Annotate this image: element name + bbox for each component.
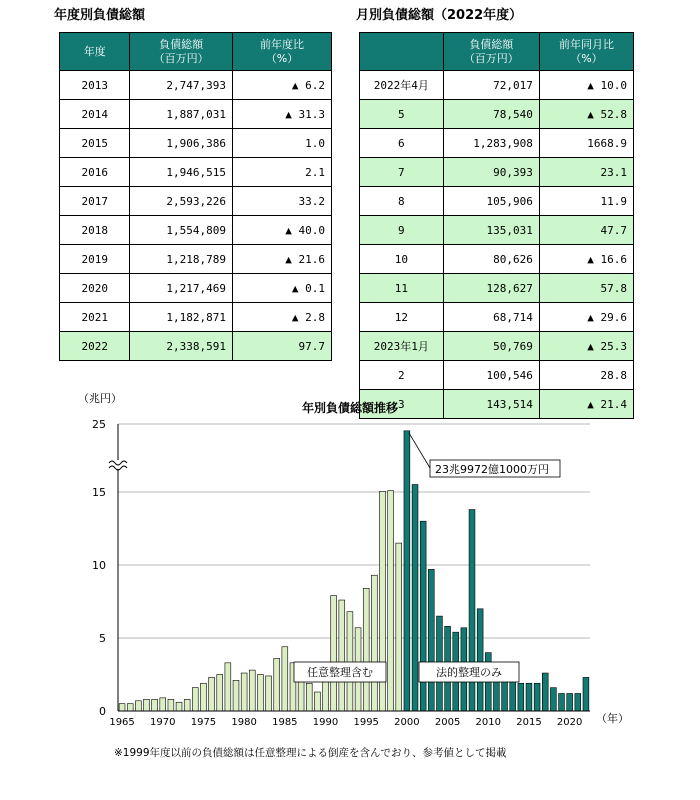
x-tick-label: 2010 bbox=[475, 717, 502, 728]
annual-change-cell: 1.0 bbox=[232, 129, 331, 158]
bar bbox=[144, 699, 150, 711]
bar bbox=[396, 543, 402, 711]
monthly-total-cell: 128,627 bbox=[443, 274, 539, 303]
bar bbox=[363, 588, 369, 711]
annual-year-cell: 2014 bbox=[60, 100, 130, 129]
bar bbox=[583, 677, 589, 711]
annual-total-cell: 2,338,591 bbox=[130, 332, 233, 361]
monthly-row bbox=[360, 129, 634, 158]
bar bbox=[241, 673, 247, 711]
monthly-row bbox=[360, 274, 634, 303]
monthly-total-cell: 78,540 bbox=[443, 100, 539, 129]
monthly-change-cell: 11.9 bbox=[539, 187, 633, 216]
monthly-row bbox=[360, 216, 634, 245]
bar bbox=[331, 596, 337, 711]
annual-row bbox=[60, 187, 332, 216]
y-tick-label: 15 bbox=[92, 486, 106, 499]
monthly-row bbox=[360, 303, 634, 332]
monthly-month-cell: 11 bbox=[360, 274, 444, 303]
bar bbox=[119, 704, 125, 711]
bar bbox=[534, 683, 540, 711]
bar bbox=[575, 693, 581, 711]
annual-change-cell: ▲ 40.0 bbox=[232, 216, 331, 245]
series-label: 法的整理のみ bbox=[436, 666, 502, 679]
x-tick-label: 1970 bbox=[150, 717, 176, 728]
bar bbox=[192, 688, 198, 711]
x-axis-label: （年） bbox=[596, 712, 629, 725]
x-tick-label: 1975 bbox=[190, 717, 217, 728]
monthly-change-cell: ▲ 52.8 bbox=[539, 100, 633, 129]
y-tick-label: 0 bbox=[99, 705, 106, 718]
annual-year-cell: 2015 bbox=[60, 129, 130, 158]
monthly-row bbox=[360, 158, 634, 187]
annual-year-cell: 2020 bbox=[60, 274, 130, 303]
monthly-row bbox=[360, 361, 634, 390]
monthly-change-cell: 28.8 bbox=[539, 361, 633, 390]
bar bbox=[306, 683, 312, 711]
annual-change-cell: 97.7 bbox=[232, 332, 331, 361]
x-tick-label: 2000 bbox=[394, 717, 420, 728]
monthly-total-cell: 72,017 bbox=[443, 71, 539, 100]
monthly-month-cell: 10 bbox=[360, 245, 444, 274]
monthly-total-cell: 90,393 bbox=[443, 158, 539, 187]
monthly-month-cell: 5 bbox=[360, 100, 444, 129]
annual-header-change: 前年度比 （%） bbox=[232, 33, 331, 71]
bar bbox=[274, 658, 280, 711]
bar bbox=[168, 699, 174, 711]
monthly-change-cell: 47.7 bbox=[539, 216, 633, 245]
y-axis-label: （兆円） bbox=[78, 392, 122, 405]
monthly-month-cell: 2 bbox=[360, 361, 444, 390]
x-tick-label: 1985 bbox=[272, 717, 298, 728]
annual-row bbox=[60, 274, 332, 303]
bar bbox=[339, 600, 345, 711]
annual-total-cell: 1,218,789 bbox=[130, 245, 233, 274]
monthly-month-cell: 9 bbox=[360, 216, 444, 245]
annual-total-cell: 1,946,515 bbox=[130, 158, 233, 187]
annual-row bbox=[60, 100, 332, 129]
bar bbox=[160, 698, 166, 711]
bar bbox=[257, 675, 263, 712]
bar bbox=[550, 688, 556, 711]
monthly-total-cell: 68,714 bbox=[443, 303, 539, 332]
annual-table-title: 年度別負債総額 bbox=[54, 8, 146, 23]
monthly-month-cell: 2023年1月 bbox=[360, 332, 444, 361]
annual-header-total: 負債総額 （百万円） bbox=[130, 33, 233, 71]
bar bbox=[559, 693, 565, 711]
monthly-change-cell: ▲ 29.6 bbox=[539, 303, 633, 332]
y-tick-label: 5 bbox=[99, 632, 106, 645]
monthly-month-cell: 7 bbox=[360, 158, 444, 187]
bar bbox=[388, 491, 394, 711]
bar bbox=[249, 670, 255, 711]
annual-change-cell: 2.1 bbox=[232, 158, 331, 187]
bar bbox=[567, 693, 573, 711]
bar bbox=[266, 676, 272, 711]
monthly-change-cell: ▲ 21.4 bbox=[539, 390, 633, 419]
monthly-total-cell: 135,031 bbox=[443, 216, 539, 245]
annotation-leader bbox=[409, 433, 430, 468]
monthly-row bbox=[360, 187, 634, 216]
monthly-change-cell: 1668.9 bbox=[539, 129, 633, 158]
monthly-row bbox=[360, 71, 634, 100]
bar bbox=[371, 575, 377, 711]
annual-change-cell: ▲ 31.3 bbox=[232, 100, 331, 129]
bar bbox=[298, 682, 304, 711]
bar bbox=[282, 647, 288, 711]
bar bbox=[314, 692, 320, 711]
monthly-row bbox=[360, 332, 634, 361]
bar bbox=[127, 704, 133, 711]
annual-row bbox=[60, 303, 332, 332]
monthly-total-cell: 80,626 bbox=[443, 245, 539, 274]
bar bbox=[526, 683, 532, 711]
series-label: 任意整理含む bbox=[307, 666, 373, 679]
bar bbox=[502, 677, 508, 711]
chart-title: 年別負債総額推移 bbox=[301, 401, 399, 415]
monthly-month-cell: 2022年4月 bbox=[360, 71, 444, 100]
annual-total-cell: 1,887,031 bbox=[130, 100, 233, 129]
x-tick-label: 1995 bbox=[353, 717, 379, 728]
annotation-text: 23兆9972億1000万円 bbox=[435, 463, 549, 476]
x-tick-label: 2005 bbox=[434, 717, 461, 728]
monthly-total-cell: 143,514 bbox=[443, 390, 539, 419]
annual-year-cell: 2022 bbox=[60, 332, 130, 361]
annual-table bbox=[59, 32, 332, 361]
annual-row bbox=[60, 158, 332, 187]
monthly-row bbox=[360, 245, 634, 274]
monthly-change-cell: ▲ 10.0 bbox=[539, 71, 633, 100]
monthly-total-cell: 100,546 bbox=[443, 361, 539, 390]
monthly-change-cell: 57.8 bbox=[539, 274, 633, 303]
annual-row bbox=[60, 245, 332, 274]
monthly-month-cell: 3 bbox=[360, 390, 444, 419]
bar bbox=[420, 521, 426, 711]
bar bbox=[477, 609, 483, 711]
bar bbox=[428, 569, 434, 711]
monthly-table bbox=[359, 32, 634, 419]
annual-total-cell: 2,747,393 bbox=[130, 71, 233, 100]
annual-total-cell: 1,217,469 bbox=[130, 274, 233, 303]
x-tick-label: 1980 bbox=[231, 717, 257, 728]
x-tick-label: 1990 bbox=[312, 717, 339, 728]
monthly-total-cell: 105,906 bbox=[443, 187, 539, 216]
annual-year-cell: 2016 bbox=[60, 158, 130, 187]
monthly-month-cell: 6 bbox=[360, 129, 444, 158]
annual-total-cell: 2,593,226 bbox=[130, 187, 233, 216]
bar bbox=[233, 680, 239, 711]
annual-row bbox=[60, 332, 332, 361]
annual-year-cell: 2019 bbox=[60, 245, 130, 274]
annual-row bbox=[60, 129, 332, 158]
annual-change-cell: 33.2 bbox=[232, 187, 331, 216]
monthly-change-cell: ▲ 25.3 bbox=[539, 332, 633, 361]
annual-change-cell: ▲ 2.8 bbox=[232, 303, 331, 332]
annual-year-cell: 2018 bbox=[60, 216, 130, 245]
monthly-row bbox=[360, 100, 634, 129]
bar bbox=[347, 612, 353, 711]
annual-year-cell: 2013 bbox=[60, 71, 130, 100]
monthly-header-month bbox=[360, 33, 444, 71]
annual-change-cell: ▲ 6.2 bbox=[232, 71, 331, 100]
bar bbox=[542, 673, 548, 711]
annual-year-cell: 2017 bbox=[60, 187, 130, 216]
monthly-change-cell: 23.1 bbox=[539, 158, 633, 187]
x-tick-label: 2015 bbox=[516, 717, 542, 728]
bar bbox=[217, 675, 223, 712]
bar bbox=[176, 702, 182, 711]
bar bbox=[152, 699, 158, 711]
monthly-total-cell: 50,769 bbox=[443, 332, 539, 361]
monthly-table-title: 月別負債総額（2022年度） bbox=[356, 8, 523, 23]
y-tick-label: 10 bbox=[92, 559, 106, 572]
x-tick-label: 2020 bbox=[556, 717, 583, 728]
bar bbox=[184, 699, 190, 711]
bar bbox=[518, 683, 524, 711]
x-tick-label: 1965 bbox=[109, 717, 135, 728]
annual-year-cell: 2021 bbox=[60, 303, 130, 332]
annual-total-cell: 1,182,871 bbox=[130, 303, 233, 332]
bar bbox=[135, 701, 141, 711]
bar bbox=[225, 663, 231, 711]
annual-total-cell: 1,554,809 bbox=[130, 216, 233, 245]
monthly-header-total: 負債総額 （百万円） bbox=[443, 33, 539, 71]
annual-row bbox=[60, 71, 332, 100]
bar bbox=[323, 682, 329, 711]
bar bbox=[412, 485, 418, 711]
bar bbox=[404, 431, 410, 711]
annual-change-cell: ▲ 0.1 bbox=[232, 274, 331, 303]
monthly-total-cell: 1,283,908 bbox=[443, 129, 539, 158]
chart-footnote: ※1999年度以前の負債総額は任意整理による倒産を含んでおり、参考値として掲載 bbox=[114, 747, 507, 759]
y-tick-label: 25 bbox=[92, 418, 106, 431]
debt-trend-chart bbox=[0, 392, 700, 742]
monthly-month-cell: 12 bbox=[360, 303, 444, 332]
monthly-month-cell: 8 bbox=[360, 187, 444, 216]
annual-change-cell: ▲ 21.6 bbox=[232, 245, 331, 274]
annual-total-cell: 1,906,386 bbox=[130, 129, 233, 158]
annual-header-year: 年度 bbox=[60, 33, 130, 71]
bar bbox=[201, 683, 207, 711]
monthly-header-change: 前年同月比 （%） bbox=[539, 33, 633, 71]
annual-row bbox=[60, 216, 332, 245]
monthly-change-cell: ▲ 16.6 bbox=[539, 245, 633, 274]
bar bbox=[209, 677, 215, 711]
